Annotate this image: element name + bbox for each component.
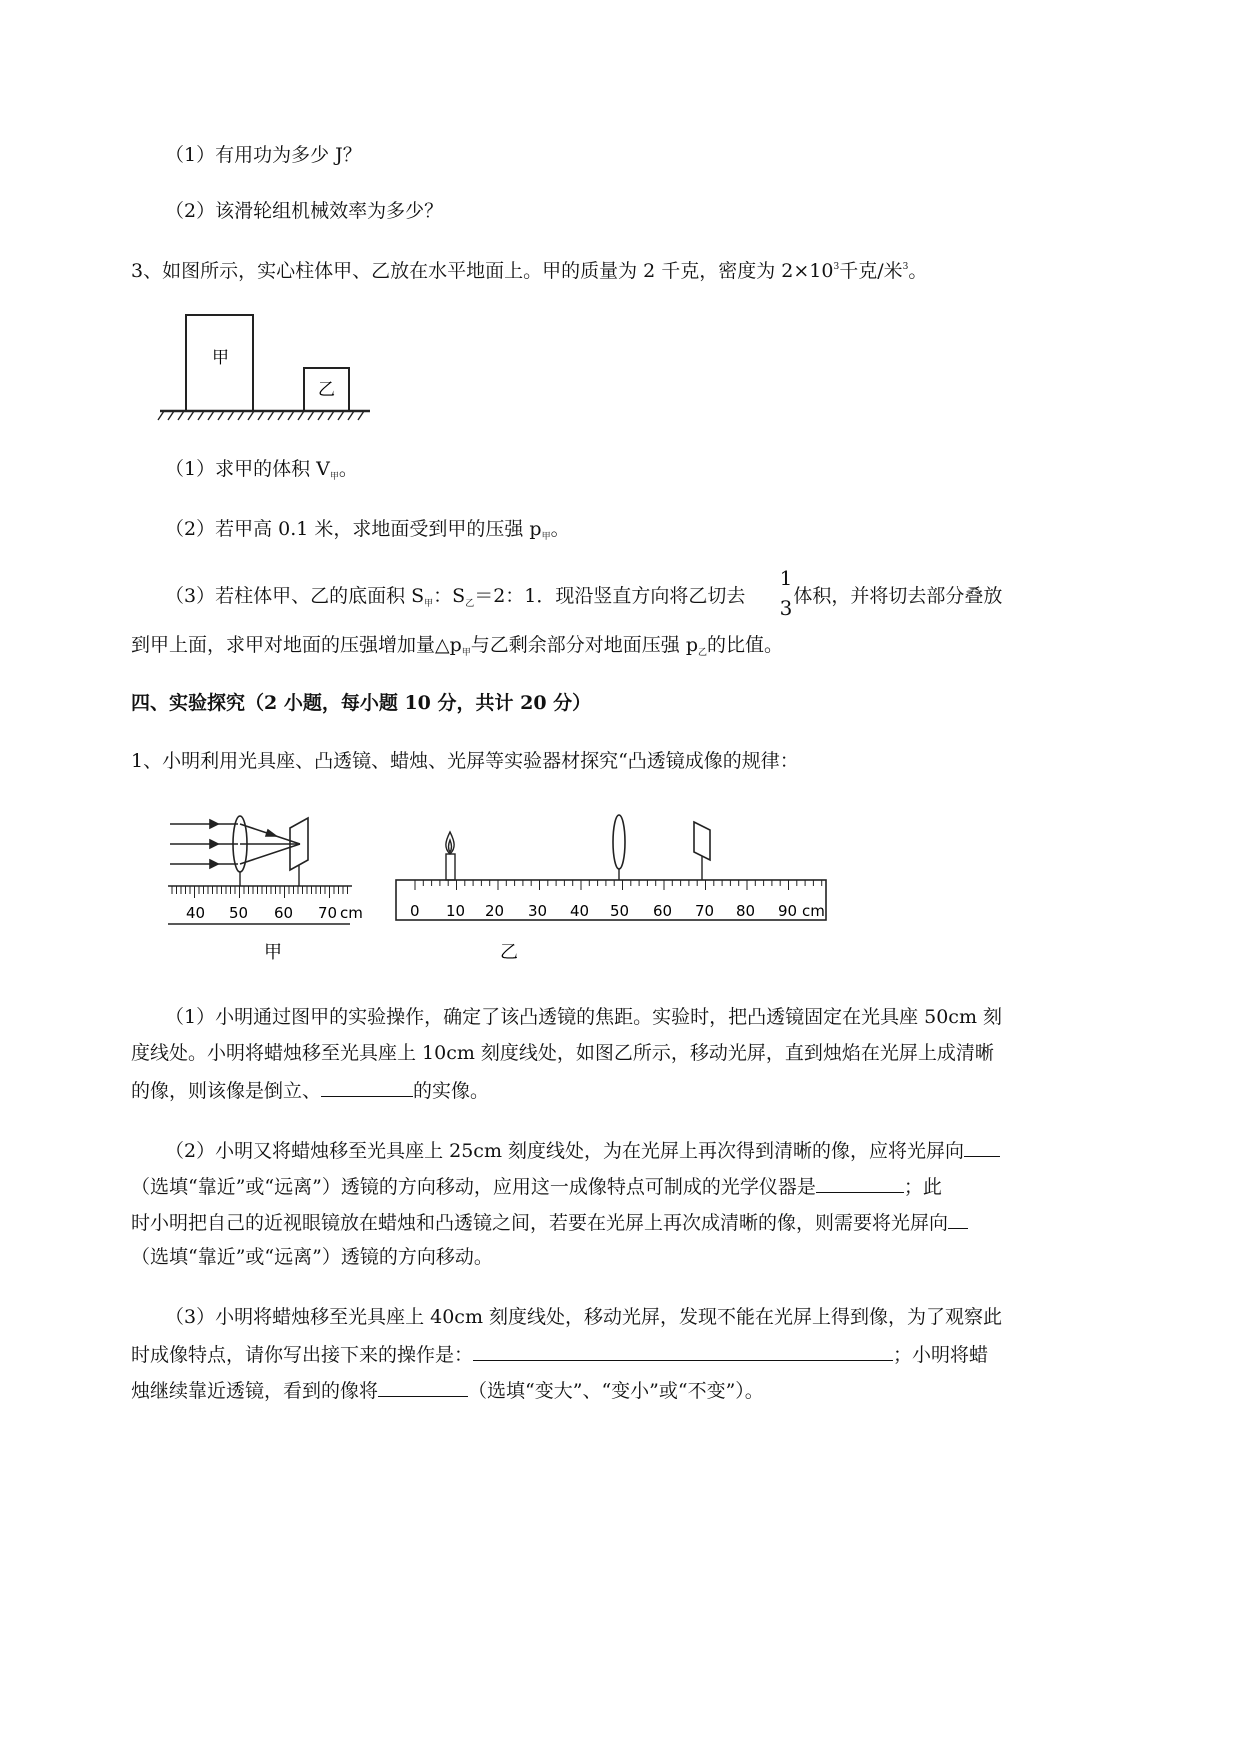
exp1-p1-line3: 的像，则该像是倒立、 的实像。 xyxy=(131,1076,489,1104)
tick-label: 60 xyxy=(274,904,294,922)
tick-label: 50 xyxy=(610,902,630,920)
exp1-p2-line4: （选填“靠近”或“远离”）透镜的方向移动。 xyxy=(131,1246,493,1268)
answer-blank-5[interactable] xyxy=(473,1340,893,1361)
candle xyxy=(446,832,455,880)
q3-sub2: （2）若甲高 0.1 米，求地面受到甲的压强 $p_甲$。 xyxy=(165,518,570,542)
q2-sub1: （1）有用功为多少 J？ xyxy=(165,144,362,166)
label-yi: 乙 xyxy=(318,380,335,400)
exp1-p3-line1: （3）小明将蜡烛移至光具座上 40cm 刻度线处，移动光屏，发现不能在光屏上得到像，为了观察此 xyxy=(165,1306,1003,1328)
q3-sub1: （1）求甲的体积 $V_甲$。 xyxy=(165,458,358,482)
exp1-p2-line1: （2）小明又将蜡烛移至光具座上 25cm 刻度线处，为在光屏上再次得到清晰的像，应将光屏向 xyxy=(165,1136,1000,1164)
label-jia: 甲 xyxy=(212,348,229,368)
exp1-p2-line2: （选填“靠近”或“远离”）透镜的方向移动，应用这一成像特点可制成的光学仪器是 ；此 xyxy=(131,1172,942,1200)
caption-yi: 乙 xyxy=(500,942,518,963)
exp1-p2-line3: 时小明把自己的近视眼镜放在蜡烛和凸透镜之间，若要在光屏上再次成清晰的像，则需要将光屏向 xyxy=(131,1208,968,1236)
tick-label: 40 xyxy=(570,902,590,920)
exp1-stem: 1、小明利用光具座、凸透镜、蜡烛、光屏等实验器材探究“凸透镜成像的规律： xyxy=(131,750,799,772)
refracted-rays xyxy=(240,824,300,864)
tick-label: 60 xyxy=(653,902,673,920)
incident-rays xyxy=(170,820,238,868)
tick-label: 70 xyxy=(695,902,715,920)
q3-sub3-line1: （3）若柱体甲、乙的底面积 $S_甲$：$S_乙=2$：1．现沿竖直方向将乙切去 体积，并将切去部分叠放 xyxy=(165,585,1003,609)
exp1-p1-line1: （1）小明通过图甲的实验操作，确定了该凸透镜的焦距。实验时，把凸透镜固定在光具座 50cm 刻 xyxy=(165,1006,1003,1028)
bench-ticks-yi xyxy=(415,880,822,890)
figure-yi xyxy=(390,810,840,970)
tick-label: 50 xyxy=(229,904,249,922)
answer-blank-1[interactable] xyxy=(321,1076,413,1097)
q3-sub3-line2: 到甲上面，求甲对地面的压强增加量$\triangle p_甲$与乙剩余部分对地面压强 $p_乙$的比值。 xyxy=(131,634,784,658)
convex-lens-yi xyxy=(613,815,625,869)
tick-label: 90 xyxy=(778,902,798,920)
answer-blank-2[interactable] xyxy=(964,1136,1000,1157)
exp1-p3-line2: 时成像特点，请你写出接下来的操作是： ；小明将蜡 xyxy=(131,1340,988,1368)
tick-label: 0 xyxy=(410,902,420,920)
tick-label: 10 xyxy=(446,902,466,920)
unit-label: cm xyxy=(340,904,363,922)
unit-label: cm xyxy=(802,902,825,920)
fraction-one-third: 1 3 xyxy=(779,566,793,620)
answer-blank-6[interactable] xyxy=(378,1376,468,1397)
screen-yi xyxy=(694,822,710,860)
caption-jia: 甲 xyxy=(264,942,282,963)
q2-sub2: （2）该滑轮组机械效率为多少？ xyxy=(165,200,444,222)
exp1-p3-line3: 烛继续靠近透镜，看到的像将 （选填“变大”、“变小”或“不变”）。 xyxy=(131,1376,764,1404)
answer-blank-4[interactable] xyxy=(948,1208,968,1229)
ground-hatch xyxy=(158,411,364,420)
q3-figure xyxy=(150,305,390,430)
tick-label: 30 xyxy=(528,902,548,920)
answer-blank-3[interactable] xyxy=(816,1172,904,1193)
tick-label: 40 xyxy=(186,904,206,922)
tick-label: 70 xyxy=(318,904,338,922)
figure-jia xyxy=(160,810,370,970)
exp1-p1-line2: 度线处。小明将蜡烛移至光具座上 10cm 刻度线处，如图乙所示，移动光屏，直到烛焰在光屏上成清晰 xyxy=(131,1042,994,1064)
q3-stem: 3、如图所示，实心柱体甲、乙放在水平地面上。甲的质量为 2 千克，密度为 $2\times 10^3$千克/米$^3$。 xyxy=(131,260,928,282)
section4-title: 四、实验探究（2 小题，每小题 10 分，共计 20 分） xyxy=(131,692,592,714)
tick-label: 80 xyxy=(736,902,756,920)
bench-ticks-jia xyxy=(172,886,348,898)
tick-label: 20 xyxy=(485,902,505,920)
